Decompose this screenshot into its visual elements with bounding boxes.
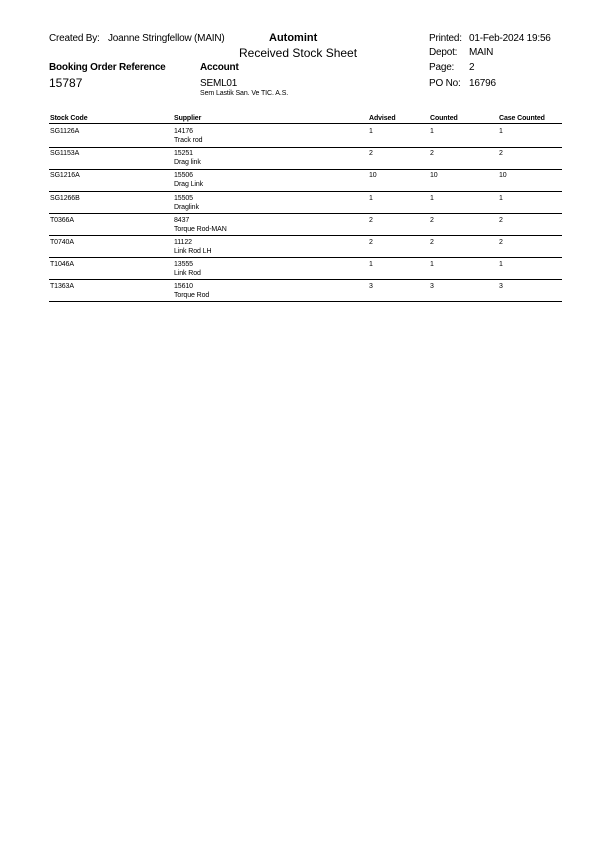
stock-code: SG1216A	[50, 172, 80, 179]
depot-value: MAIN	[469, 47, 494, 58]
printed-value: 01-Feb-2024 19:56	[469, 33, 551, 44]
account-code: SEML01	[200, 78, 238, 89]
supplier-code: 8437	[174, 217, 190, 224]
header-divider	[49, 123, 562, 124]
supplier-code: 15610	[174, 283, 193, 290]
supplier-code: 15251	[174, 150, 193, 157]
case-counted-qty: 1	[499, 261, 503, 268]
created-by-value: Joanne Stringfellow (MAIN)	[108, 33, 225, 44]
item-description: Drag link	[174, 159, 201, 166]
row-divider	[49, 257, 562, 258]
case-counted-qty: 2	[499, 217, 503, 224]
advised-qty: 2	[369, 150, 373, 157]
column-header-stock-code: Stock Code	[50, 115, 88, 122]
stock-code: SG1153A	[50, 150, 80, 157]
row-divider	[49, 147, 562, 148]
case-counted-qty: 1	[499, 195, 503, 202]
item-description: Torque Rod-MAN	[174, 226, 227, 233]
row-divider	[49, 191, 562, 192]
counted-qty: 1	[430, 195, 434, 202]
column-header-supplier: Supplier	[174, 115, 202, 122]
counted-qty: 2	[430, 239, 434, 246]
supplier-code: 15506	[174, 172, 193, 179]
row-divider	[49, 213, 562, 214]
depot-label: Depot:	[429, 47, 458, 58]
page-label: Page:	[429, 62, 455, 73]
counted-qty: 3	[430, 283, 434, 290]
item-description: Torque Rod	[174, 292, 210, 299]
stock-code: T0366A	[50, 217, 74, 224]
column-header-counted: Counted	[430, 115, 458, 122]
stock-code: T1363A	[50, 283, 74, 290]
stock-code: SG1126A	[50, 128, 80, 135]
supplier-code: 15505	[174, 195, 193, 202]
advised-qty: 1	[369, 195, 373, 202]
case-counted-qty: 2	[499, 150, 503, 157]
case-counted-qty: 1	[499, 128, 503, 135]
column-header-advised: Advised	[369, 115, 396, 122]
item-description: Drag Link	[174, 181, 204, 188]
counted-qty: 1	[430, 261, 434, 268]
supplier-code: 11122	[174, 239, 192, 246]
po-number: 16796	[469, 78, 496, 89]
row-divider	[49, 279, 562, 280]
row-divider	[49, 301, 562, 302]
advised-qty: 10	[369, 172, 377, 179]
booking-ref-label: Booking Order Reference	[49, 62, 166, 73]
row-divider	[49, 169, 562, 170]
stock-code: T0740A	[50, 239, 74, 246]
item-description: Draglink	[174, 204, 199, 211]
advised-qty: 3	[369, 283, 373, 290]
advised-qty: 1	[369, 128, 373, 135]
item-description: Track rod	[174, 137, 203, 144]
case-counted-qty: 2	[499, 239, 503, 246]
sheet-title: Received Stock Sheet	[239, 46, 358, 60]
counted-qty: 1	[430, 128, 434, 135]
counted-qty: 10	[430, 172, 438, 179]
supplier-code: 13555	[174, 261, 193, 268]
stock-code: SG1266B	[50, 195, 80, 202]
counted-qty: 2	[430, 150, 434, 157]
booking-ref-value: 15787	[49, 76, 83, 90]
case-counted-qty: 10	[499, 172, 507, 179]
printed-label: Printed:	[429, 33, 462, 44]
advised-qty: 1	[369, 261, 373, 268]
advised-qty: 2	[369, 217, 373, 224]
account-label: Account	[200, 62, 239, 73]
item-description: Link Rod	[174, 270, 201, 277]
column-header-case-counted: Case Counted	[499, 115, 545, 122]
created-by-label: Created By:	[49, 33, 100, 44]
advised-qty: 2	[369, 239, 373, 246]
po-label: PO No:	[429, 78, 461, 89]
case-counted-qty: 3	[499, 283, 503, 290]
supplier-code: 14176	[174, 128, 193, 135]
stock-code: T1046A	[50, 261, 74, 268]
counted-qty: 2	[430, 217, 434, 224]
company-name: Automint	[269, 32, 318, 44]
page-number: 2	[469, 62, 475, 73]
item-description: Link Rod LH	[174, 248, 212, 255]
row-divider	[49, 235, 562, 236]
account-name: Sem Lastik San. Ve TIC. A.S.	[200, 90, 289, 97]
